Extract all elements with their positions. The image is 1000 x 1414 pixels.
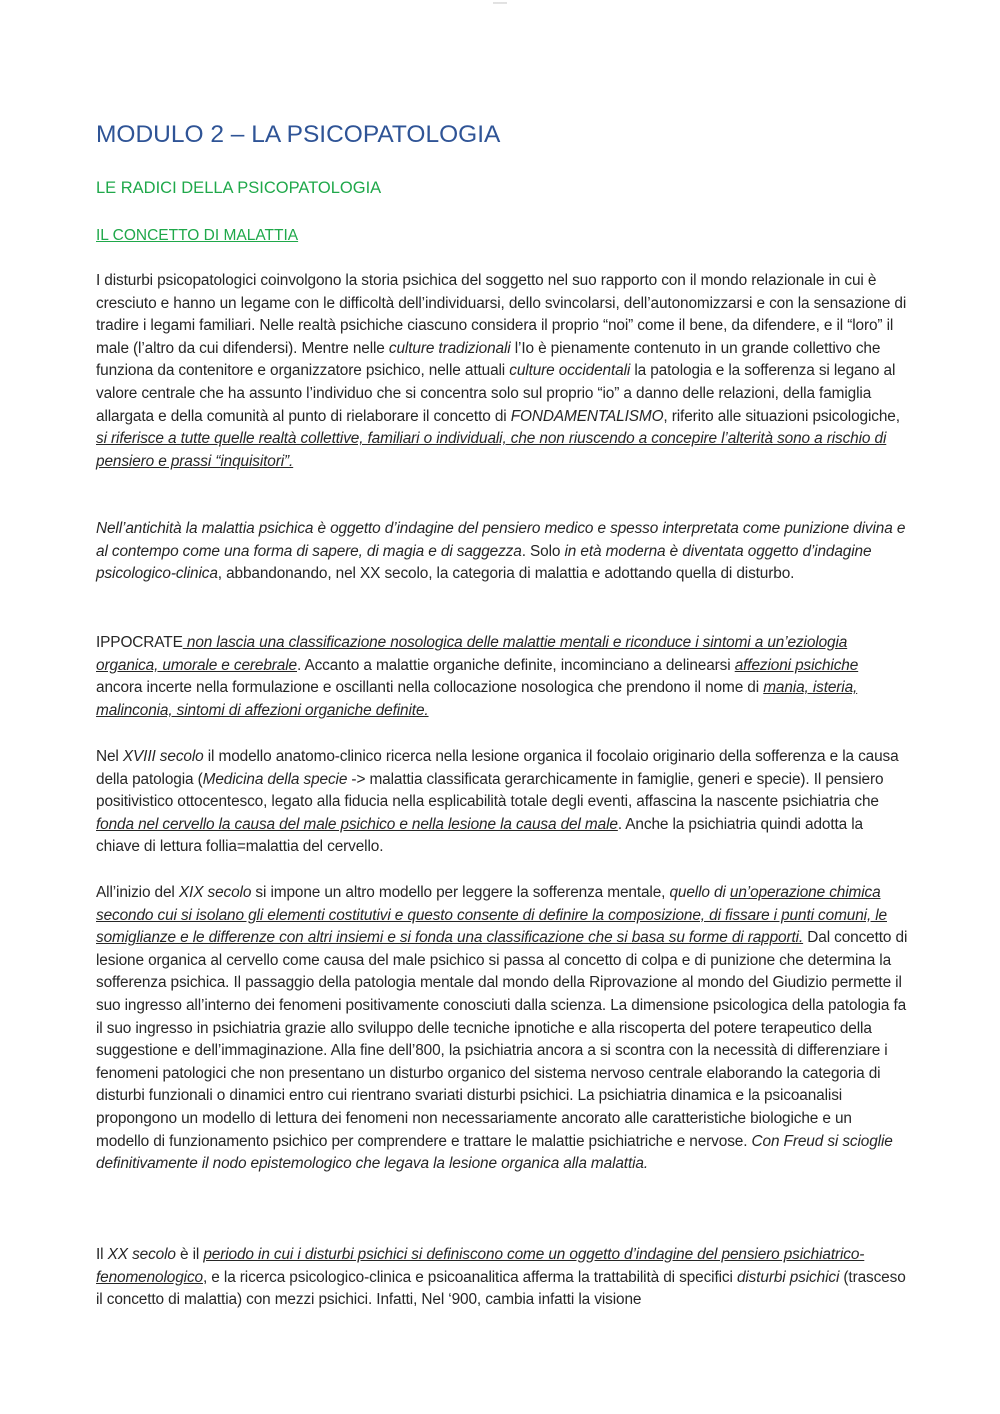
paragraph-4 bbox=[96, 746, 908, 859]
text-run: , riferito alle situazioni psicologiche, bbox=[663, 407, 900, 425]
text-run: , e la ricerca psicologico-clinica e psicoanalitica afferma la trattabilità di specifici bbox=[203, 1268, 737, 1286]
paragraph-3 bbox=[96, 632, 908, 722]
text-run: , abbandonando, nel XX secolo, la categoria di malattia e adottando quella di disturbo. bbox=[217, 565, 795, 583]
paragraph-6 bbox=[96, 1244, 908, 1312]
header-mark: xxxxxxx bbox=[493, 0, 507, 5]
text-run: . Accanto a malattie organiche definite, incominciano a delinearsi bbox=[297, 656, 735, 674]
text-run: -> malattia classificata gerarchicamente in famiglie, generi e specie). Il pensiero positivistico ottocentesco, legato alla fiducia nella esplicabilità totale degli eventi, affascina la nascente psichiatria che bbox=[96, 770, 884, 811]
text-run: Il bbox=[96, 1246, 108, 1263]
text-run: IPPOCRATE bbox=[96, 634, 183, 651]
text-run-italic-underlined: si riferisce a tutte quelle realtà collettive, familiari o individuali, che non riuscendo a concepire l’alterità sono a rischio di pensiero e prassi “inquisitori”. bbox=[96, 430, 887, 470]
text-run: Nel bbox=[96, 748, 123, 765]
text-run-italic: XIX secolo bbox=[178, 884, 252, 901]
text-run-italic: culture tradizionali bbox=[388, 339, 511, 357]
text-run-italic: Medicina della specie bbox=[202, 770, 348, 788]
text-run-italic-underlined: un’operazione chimica secondo cui si isolano gli elementi costitutivi e questo consente di definire la composizione, di fissare i punti comuni, le somiglianze e le differenze con altri insiemi e si fonda una classificazione che si basa su forme di rapporti. bbox=[96, 884, 887, 947]
text-run: . Anche la psichiatria quindi adotta la chiave di lettura follia=malattia del cervello. bbox=[96, 815, 863, 856]
text-run-italic-underlined: affezioni psichiche bbox=[734, 656, 859, 674]
paragraph-5 bbox=[96, 882, 908, 1176]
text-run: ancora incerte nella formulazione e oscillanti nella collocazione nosologica che prendono il nome di bbox=[96, 679, 764, 697]
text-run-italic: FONDAMENTALISMO bbox=[510, 407, 664, 425]
text-run: (trasceso il concetto di malattia) con mezzi psichici. Infatti, Nel ‘900, cambia infatti la visione bbox=[96, 1268, 906, 1309]
text-run-italic-underlined: mania, isteria, malinconia, sintomi di affezioni organiche definite. bbox=[96, 679, 858, 719]
subsection-heading: IL CONCETTO DI MALATTIA bbox=[96, 227, 299, 244]
page-title: MODULO 2 – LA PSICOPATOLOGIA bbox=[96, 121, 501, 148]
text-run: All’inizio del bbox=[96, 884, 179, 901]
text-run: l’Io è pienamente contenuto in un grande collettivo che funziona da contenitore e organizzatore psichico, nelle attuali bbox=[96, 339, 881, 380]
text-run-italic-underlined: periodo in cui i disturbi psichici si definiscono come un oggetto d’indagine del pensiero psichiatrico-fenomenologico bbox=[96, 1246, 865, 1286]
text-run-italic: Nell’antichità la malattia psichica è oggetto d’indagine del pensiero medico e spesso interpretata come punizione divina e al contempo come una forma di sapere, di magia e di saggezza bbox=[96, 520, 906, 560]
text-run-italic: XX secolo bbox=[107, 1246, 176, 1263]
text-run-italic: quello di bbox=[669, 884, 730, 901]
text-run: il modello anatomo-clinico ricerca nella lesione organica il focolaio originario della sofferenza e la causa della patologia ( bbox=[96, 748, 899, 788]
text-run: Dal concetto di lesione organica al cervello come causa del male psichico si passa al concetto di colpa e di punizione che determina la sofferenza psichica. Il passaggio della patologia mentale dal mondo della Riprovazione al mondo del Giudizio permette il suo ingresso all’interno dei fenomeni positivamente conosciuti dalla scienza. La dimensione psicologica della patologia fa il suo ingresso in psichiatria grazie allo sviluppo delle tecniche ipnotiche e alla riscoperta del potere terapeutico della suggestione e dell’immaginazione. Alla fine dell’800, la psichiatria ancora a si scontra con la necessità di differenziare i fenomeni patologici che non presentano un disturbo organico del sistema nervoso centrale elaborando la categoria di disturbi funzionali o dinamici entro cui rientrano svariati disturbi psichici. La psichiatria dinamica e la psicoanalisi propongono un modello di lettura dei fenomeni non necessariamente ancorato alle caratteristiche biologiche e un modello di funzionamento psichico per comprendere e trattare le malattie psichiatriche e nervose. bbox=[96, 929, 908, 1150]
text-run-italic: XVIII secolo bbox=[122, 748, 204, 765]
text-run: I disturbi psicopatologici coinvolgono la storia psichica del soggetto nel suo rapporto con il mondo relazionale in cui è cresciuto e hanno un legame con le difficoltà dell’individuarsi, dello svincolarsi, dell’autonomizzarsi e con la sensazione di tradire i legami familiari. Nelle realtà psichiche ciascuno considera il proprio “noi” come il bene, da difendere, e il “loro” il male (l’altro da cui difendersi). Mentre nelle bbox=[96, 272, 907, 357]
text-run-italic-underlined: fonda nel cervello la causa del male psichico e nella lesione la causa del male bbox=[96, 815, 618, 833]
paragraph-2 bbox=[96, 518, 908, 586]
section-heading: LE RADICI DELLA PSICOPATOLOGIA bbox=[96, 179, 382, 197]
paragraph-1 bbox=[96, 270, 908, 473]
text-run-italic: disturbi psichici bbox=[736, 1268, 840, 1286]
text-run: è il bbox=[175, 1246, 204, 1263]
text-run: si impone un altro modello per leggere la sofferenza mentale, bbox=[251, 884, 670, 901]
text-run-italic: culture occidentali bbox=[509, 362, 631, 380]
text-run-italic: in età moderna è diventata oggetto d’indagine psicologico-clinica bbox=[96, 542, 872, 583]
text-run: . Solo bbox=[521, 542, 565, 560]
text-run-italic: Con Freud si scioglie definitivamente il nodo epistemologico che legava la lesione organica alla malattia. bbox=[96, 1132, 893, 1173]
text-run: la patologia e la sofferenza si legano al valore centrale che ha assunto l’individuo che si concentra solo sul proprio “io” a danno delle relazioni, della famiglia allargata e della comunità al punto di rielaborare il concetto di bbox=[96, 362, 896, 425]
text-run-italic-underlined: non lascia una classificazione nosologica delle malattie mentali e riconduce i sintomi a un’eziologia organica, umorale e cerebrale bbox=[96, 634, 848, 674]
